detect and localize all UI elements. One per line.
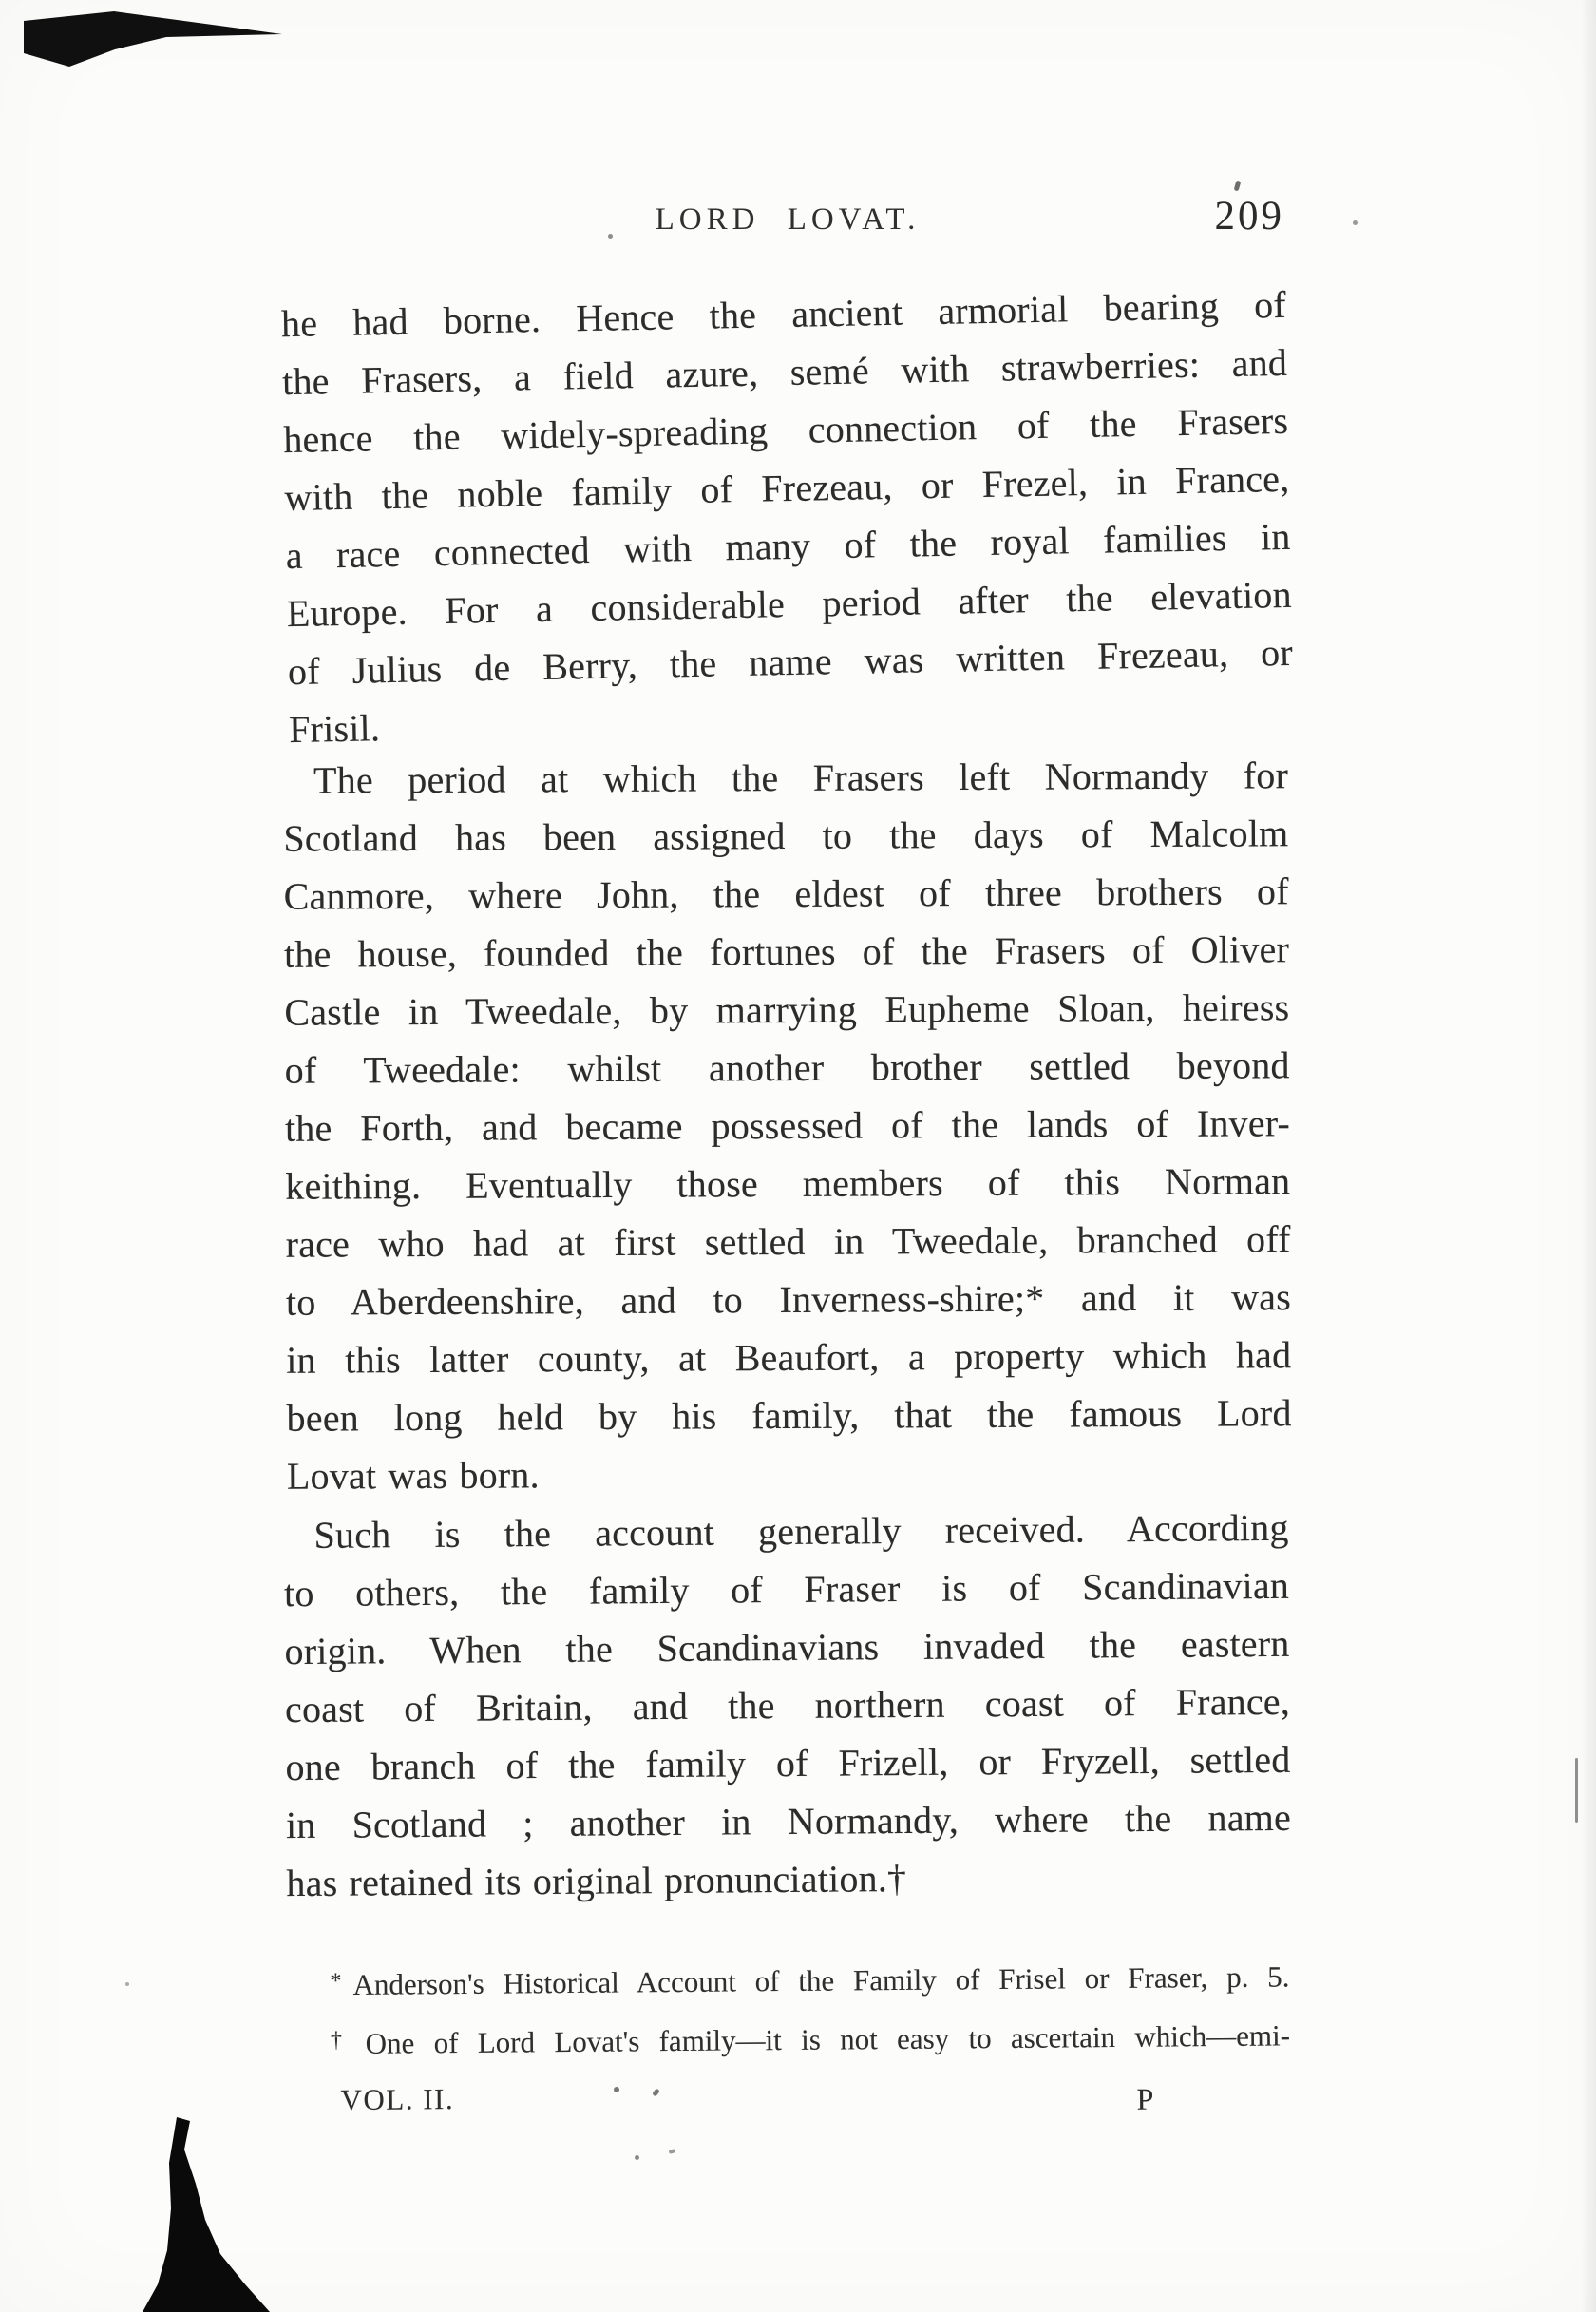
text-line: with the noble family of Frezeau, or Frezel, in France, — [284, 456, 1290, 520]
text-line: Canmore, where John, the eldest of three brothers of — [283, 869, 1289, 918]
text-line: Scotland has been assigned to the days of Malcolm — [283, 812, 1289, 860]
text-line: of Julius de Berry, the name was written Frezeau, or — [287, 630, 1294, 694]
body-text — [280, 282, 1294, 1908]
page-number: 209 — [1214, 194, 1284, 239]
text-line: one branch of the family of Frizell, or Fryzell, settled — [285, 1737, 1291, 1789]
scan-artifact-top-left-corner — [24, 6, 290, 82]
text-line: of Tweedale: whilst another brother settled beyond — [284, 1043, 1290, 1092]
text-line: coast of Britain, and the northern coast of France, — [284, 1679, 1291, 1731]
text-line: the house, founded the fortunes of the Frasers of Oliver — [283, 927, 1290, 976]
footnote-dagger — [285, 2004, 1291, 2072]
footnote-asterisk — [284, 1945, 1290, 2013]
text-line: a race connected with many of the royal families in — [285, 514, 1291, 578]
bottom-line — [285, 2069, 1290, 2130]
text-line: in Scotland ; another in Normandy, where the name — [285, 1795, 1292, 1847]
scan-speck — [1353, 220, 1358, 225]
text-line: hence the widely-spreading connection of the Frasers — [282, 398, 1289, 462]
text-line: the Forth, and became possessed of the lands of Inver- — [284, 1101, 1291, 1150]
text-line: been long held by his family, that the famous Lord — [286, 1391, 1292, 1440]
volume-label: VOL. II. — [340, 2082, 455, 2117]
footnotes-section — [284, 1945, 1291, 2130]
page-header — [285, 190, 1290, 249]
printers-signature-mark: P — [1136, 2081, 1154, 2116]
footnote-marker-asterisk: * — [330, 1969, 342, 1995]
text-line: race who had at first settled in Tweedale, branched off — [285, 1217, 1291, 1266]
paragraph-scandinavian-origin — [283, 1499, 1291, 1912]
text-line: Such is the account generally received. According — [314, 1505, 1289, 1557]
text-line: the Frasers, a field azure, semé with strawberries: and — [281, 340, 1288, 404]
text-line: Frisil. — [288, 706, 381, 752]
text-line: keithing. Eventually those members of this Norman — [285, 1159, 1291, 1208]
scan-margin-line — [1575, 1758, 1578, 1823]
page-content — [280, 190, 1294, 2127]
footnote-text: One of Lord Lovat's family—it is not easy to ascertain which—emi- — [365, 2018, 1291, 2060]
footnote-marker-dagger: † — [330, 2027, 354, 2054]
text-line: in this latter county, at Beaufort, a property which had — [286, 1333, 1292, 1382]
text-line: Europe. For a considerable period after the elevation — [286, 572, 1293, 636]
text-line: he had borne. Hence the ancient armorial bearing of — [280, 282, 1287, 346]
scan-speck — [125, 1982, 129, 1986]
scan-artifact-bottom-left-tear — [122, 2117, 312, 2312]
text-line: The period at which the Frasers left Normandy for — [313, 754, 1289, 802]
text-line: to Aberdeenshire, and to Inverness-shire;* and it was — [285, 1275, 1292, 1324]
text-line: to others, the family of Fraser is of Scandinavian — [283, 1563, 1290, 1615]
text-line: has retained its original pronunciation.† — [286, 1857, 907, 1905]
text-line: origin. When the Scandinavians invaded the eastern — [284, 1621, 1290, 1673]
text-line: Lovat was born. — [286, 1453, 540, 1498]
text-line: Castle in Tweedale, by marrying Eupheme Sloan, heiress — [284, 985, 1290, 1034]
running-header-title: LORD LOVAT. — [655, 202, 921, 237]
footnote-text: Anderson's Historical Account of the Family of Frisel or Fraser, p. 5. — [352, 1959, 1290, 2001]
scan-speck — [669, 2149, 676, 2154]
paragraph-frasers-normandy — [283, 746, 1292, 1505]
paragraph-continuation — [280, 276, 1294, 758]
scan-speck — [635, 2155, 639, 2160]
